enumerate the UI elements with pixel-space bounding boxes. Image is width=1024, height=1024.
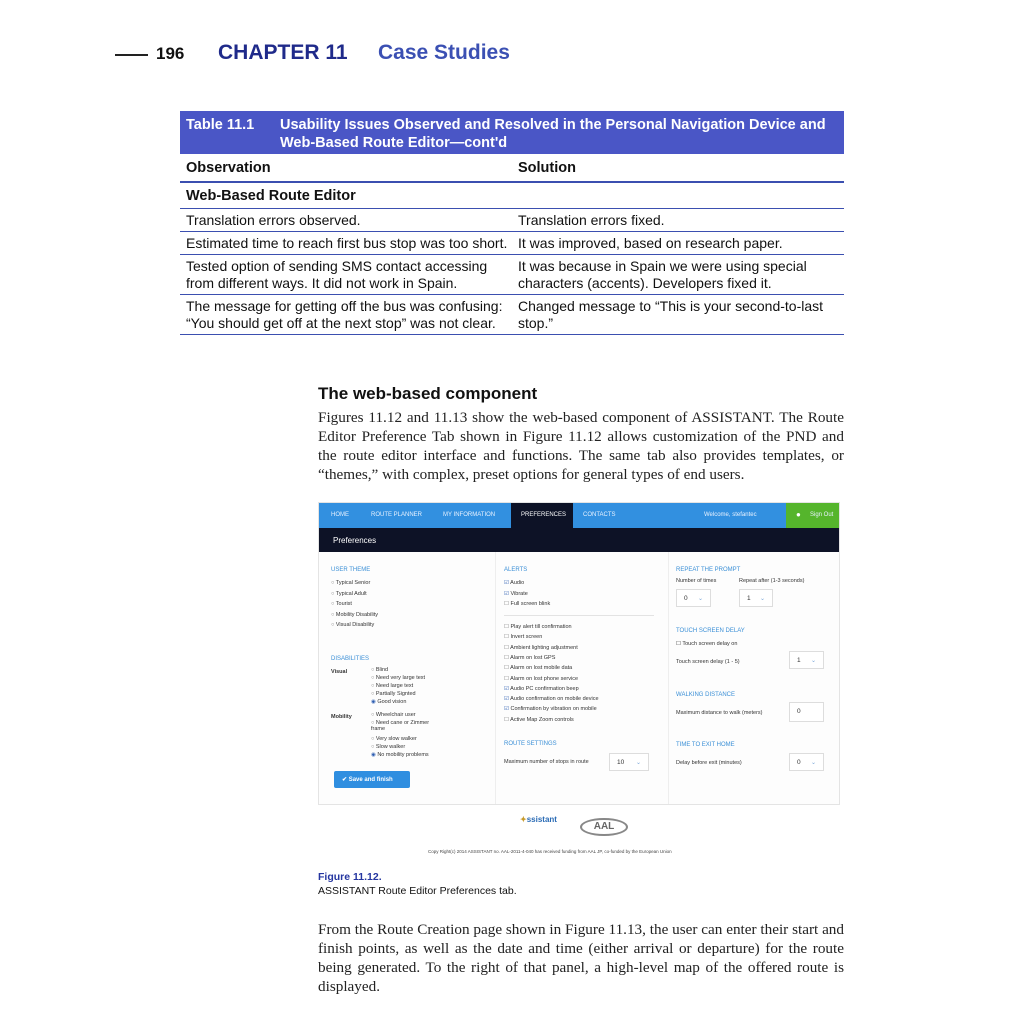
walking-distance-value: 0 [797,708,801,715]
alert-option[interactable] [504,676,578,682]
visual-option[interactable] [371,667,388,673]
alerts-divider [504,615,654,616]
chapter-label: CHAPTER 11 [218,41,348,64]
alert-option[interactable] [504,645,578,651]
alert-option-label: Alarm on lost GPS [510,654,556,661]
aal-logo: AAL [580,818,628,836]
page-number: 196 [156,44,185,63]
welcome-text: Welcome, stefantec [704,512,757,518]
header-rule [115,54,148,56]
exit-home-heading: TIME TO EXIT HOME [676,742,735,748]
mobility-option-label: Very slow walker [375,736,417,742]
save-and-finish-button[interactable] [334,771,410,788]
sign-out-button[interactable] [786,503,840,528]
figure-caption: ASSISTANT Route Editor Preferences tab. [318,885,517,897]
table-row [180,232,844,255]
user-theme-option[interactable] [331,591,367,597]
alert-option[interactable] [504,717,574,723]
alert-option[interactable] [504,624,572,630]
checkbox-icon: ☐ [504,644,511,651]
nav-contacts[interactable]: CONTACTS [583,512,616,518]
power-icon: ● [796,510,801,519]
alert-option-label: Audio [510,580,525,586]
alert-option-label: Full screen blink [510,601,551,607]
alert-option-label: Confirmation by vibration on mobile [510,706,597,713]
save-label: Save and finish [348,777,393,783]
solution-cell: It was because in Spain we were using special characters (accents). Developers fixed it. [518,258,807,291]
col-header-observation: Observation [186,160,271,176]
radio-checked-icon: ◉ [371,752,378,758]
mobility-option[interactable] [371,744,405,750]
usability-table [180,111,844,335]
table-title: Usability Issues Observed and Resolved in the Personal Navigation Device and Web-Based Route Editor—cont'd [280,117,826,151]
alert-option[interactable] [504,591,528,597]
mobility-label: Mobility [331,714,352,720]
mobility-option[interactable] [371,736,417,742]
alert-option[interactable] [504,634,542,640]
checkbox-icon: ☐ [504,601,511,607]
checkbox-checked-icon: ☑ [504,706,511,713]
checkbox-icon: ☐ [504,675,511,682]
checkbox-checked-icon: ☑ [504,696,511,703]
user-theme-option-label: Typical Senior [335,580,371,586]
alert-option[interactable] [504,601,550,607]
touch-delay-label: Touch screen delay (1 - 5) [676,659,740,665]
user-theme-option-label: Typical Adult [335,590,367,597]
alert-option-label: Audio PC confirmation beep [510,685,579,692]
alert-option-label: Active Map Zoom controls [510,716,574,723]
exit-delay-label: Delay before exit (minutes) [676,760,742,766]
checkbox-icon: ☐ [504,665,511,672]
number-of-times-select[interactable] [676,589,711,607]
checkbox-icon: ☐ [504,624,511,630]
visual-option[interactable] [371,675,425,681]
visual-option-label: Good vision [377,699,407,705]
user-theme-option[interactable] [331,601,352,607]
column-divider [668,552,669,805]
visual-option-label: Need large text [375,683,414,689]
nav-bar [319,503,840,528]
user-theme-option-label: Visual Disability [335,622,375,628]
observation-cell: Estimated time to reach first bus stop was too short. [186,235,508,251]
alert-option-label: Invert screen [510,634,543,641]
table-section-row [180,183,844,209]
table-header-row [180,154,844,183]
radio-icon: ○ [371,667,376,673]
mobility-option-label: Need cane or Zimmer frame [371,720,430,732]
solution-cell: Changed message to “This is your second-to-last stop.” [518,298,824,331]
visual-option-label: Need very large text [375,675,426,681]
alert-option-label: Audio confirmation on mobile device [510,696,599,703]
radio-icon: ○ [331,601,336,607]
mobility-option[interactable] [371,752,429,758]
alert-option[interactable] [504,580,524,586]
alerts-heading: ALERTS [504,567,528,573]
visual-option-label: Blind [375,667,389,673]
user-theme-option[interactable] [331,580,370,586]
table-section-label: Web-Based Route Editor [186,188,356,204]
alert-option-label: Play alert till confirmation [510,624,572,630]
repeat-after-select[interactable] [739,589,773,607]
checkbox-icon: ☐ [504,716,511,723]
page-subtitle: Preferences [319,528,840,552]
user-theme-option[interactable] [331,612,378,618]
table-row [180,295,844,335]
alert-option[interactable] [504,696,599,702]
body-paragraph-1: Figures 11.12 and 11.13 show the web-based component of ASSISTANT. The Route Editor Preference Tab shown in Figure 11.12 allows customization of the PND and the route editor interface and functions. The same tab also provides templates, or “themes,” with complex, preset options for general types of end users. [318,409,844,483]
walking-distance-label: Maximum distance to walk (meters) [676,710,763,716]
touch-delay-checkbox[interactable]: ☐ Touch screen delay on [676,641,738,647]
table-caption [180,111,844,154]
route-settings-heading: ROUTE SETTINGS [504,741,557,747]
radio-icon: ○ [371,720,376,726]
mobility-option-label: No mobility problems [377,752,429,758]
radio-icon: ○ [371,691,376,697]
chevron-down-icon: ⌄ [635,760,641,766]
observation-cell: Translation errors observed. [186,212,361,228]
check-icon: ✔ [342,777,349,783]
walking-distance-heading: WALKING DISTANCE [676,692,736,698]
number-of-times-label: Number of times [676,578,717,584]
max-stops-value: 10 [617,759,625,766]
visual-label: Visual [331,669,348,675]
alert-option[interactable] [504,665,572,671]
solution-cell: It was improved, based on research paper. [518,235,783,251]
alert-option[interactable] [504,686,579,692]
radio-icon: ○ [331,622,336,628]
compass-star-icon: ✦ [520,815,527,824]
radio-icon: ○ [371,675,376,681]
mobility-option-label: Wheelchair user [375,712,416,718]
repeat-after-value: 1 [747,595,751,602]
figure-label: Figure 11.12. [318,871,382,883]
observation-cell: Tested option of sending SMS contact accessing from different ways. It did not work in Spain. [186,258,488,291]
number-of-times-value: 0 [684,595,688,602]
alert-option-label: Ambient lighting adjustment [510,644,578,651]
alert-option[interactable] [504,706,597,712]
chevron-down-icon: ⌄ [697,596,703,602]
visual-option-label: Partially Signted [375,691,416,697]
assistant-logo [520,815,557,824]
mobility-option[interactable] [371,720,441,732]
table-number: Table 11.1 [186,117,255,133]
chevron-down-icon: ⌄ [810,658,816,664]
user-theme-heading: USER THEME [331,567,371,573]
alert-option-label: Alarm on lost phone service [510,675,579,682]
user-theme-option-label: Mobility Disability [335,611,379,618]
repeat-prompt-heading: REPEAT THE PROMPT [676,567,741,573]
touch-delay-value: 1 [797,657,801,664]
max-stops-select[interactable] [609,753,649,771]
checkbox-icon: ☐ [504,634,511,641]
exit-delay-select[interactable] [789,753,824,771]
touch-delay-heading: TOUCH SCREEN DELAY [676,628,745,634]
mobility-option[interactable] [371,712,416,718]
mobility-option-label: Slow walker [375,744,406,750]
section-heading: The web-based component [318,384,538,403]
disabilities-heading: DISABILITIES [331,656,370,662]
radio-checked-icon: ◉ [371,699,378,705]
alert-option-label: Vibrate [510,590,528,597]
solution-cell: Translation errors fixed. [518,212,665,228]
radio-icon: ○ [331,611,336,618]
nav-home[interactable]: HOME [331,512,349,518]
checkbox-checked-icon: ☑ [504,685,511,692]
radio-icon: ○ [371,744,376,750]
radio-icon: ○ [371,683,376,689]
body-paragraph-2: From the Route Creation page shown in Figure 11.13, the user can enter their start and finish points, as well as the date and time (either arrival or departure) for the route being generated. To the right of that panel, a high-level map of the offered route is displayed. [318,921,844,995]
column-divider [495,552,496,805]
checkbox-checked-icon: ☑ [504,580,511,586]
max-stops-label: Maximum number of stops in route [504,759,589,765]
repeat-after-label: Repeat after (1-3 seconds) [739,578,805,584]
visual-option[interactable] [371,699,406,705]
nav-my-information[interactable]: MY INFORMATION [443,512,496,518]
radio-icon: ○ [331,580,336,586]
visual-option[interactable] [371,683,413,689]
walking-distance-input[interactable] [789,702,824,722]
radio-icon: ○ [331,590,336,597]
radio-icon: ○ [371,736,376,742]
user-theme-option[interactable] [331,622,374,628]
app-screenshot [318,502,840,805]
exit-delay-value: 0 [797,759,801,766]
copyright-text: Copy Right(c) 2014 ASSISTANT no. AAL-2011-4-040 has received funding from AAL JP, co-funded by the European Union [428,849,672,854]
alert-option[interactable] [504,655,555,661]
chevron-down-icon: ⌄ [810,760,816,766]
checkbox-icon: ☐ [504,654,511,661]
col-header-solution: Solution [518,160,576,176]
chapter-title: Case Studies [378,41,510,64]
alert-option-label: Alarm on lost mobile data [510,665,573,672]
observation-cell: The message for getting off the bus was confusing: “You should get off at the next stop” was not clear. [186,298,503,331]
checkbox-checked-icon: ☑ [504,590,511,597]
chevron-down-icon: ⌄ [759,596,765,602]
visual-option[interactable] [371,691,416,697]
sign-out-label: Sign Out [810,512,834,518]
touch-delay-select[interactable] [789,651,824,669]
table-row [180,255,844,295]
touch-delay-checkbox-label: Touch screen delay on [682,641,738,647]
assistant-logo-text: ssistant [526,815,557,824]
table-row [180,209,844,232]
radio-icon: ○ [371,712,376,718]
nav-route-planner[interactable]: ROUTE PLANNER [371,512,423,518]
nav-preferences[interactable]: PREFERENCES [521,512,567,518]
user-theme-option-label: Tourist [335,601,352,607]
